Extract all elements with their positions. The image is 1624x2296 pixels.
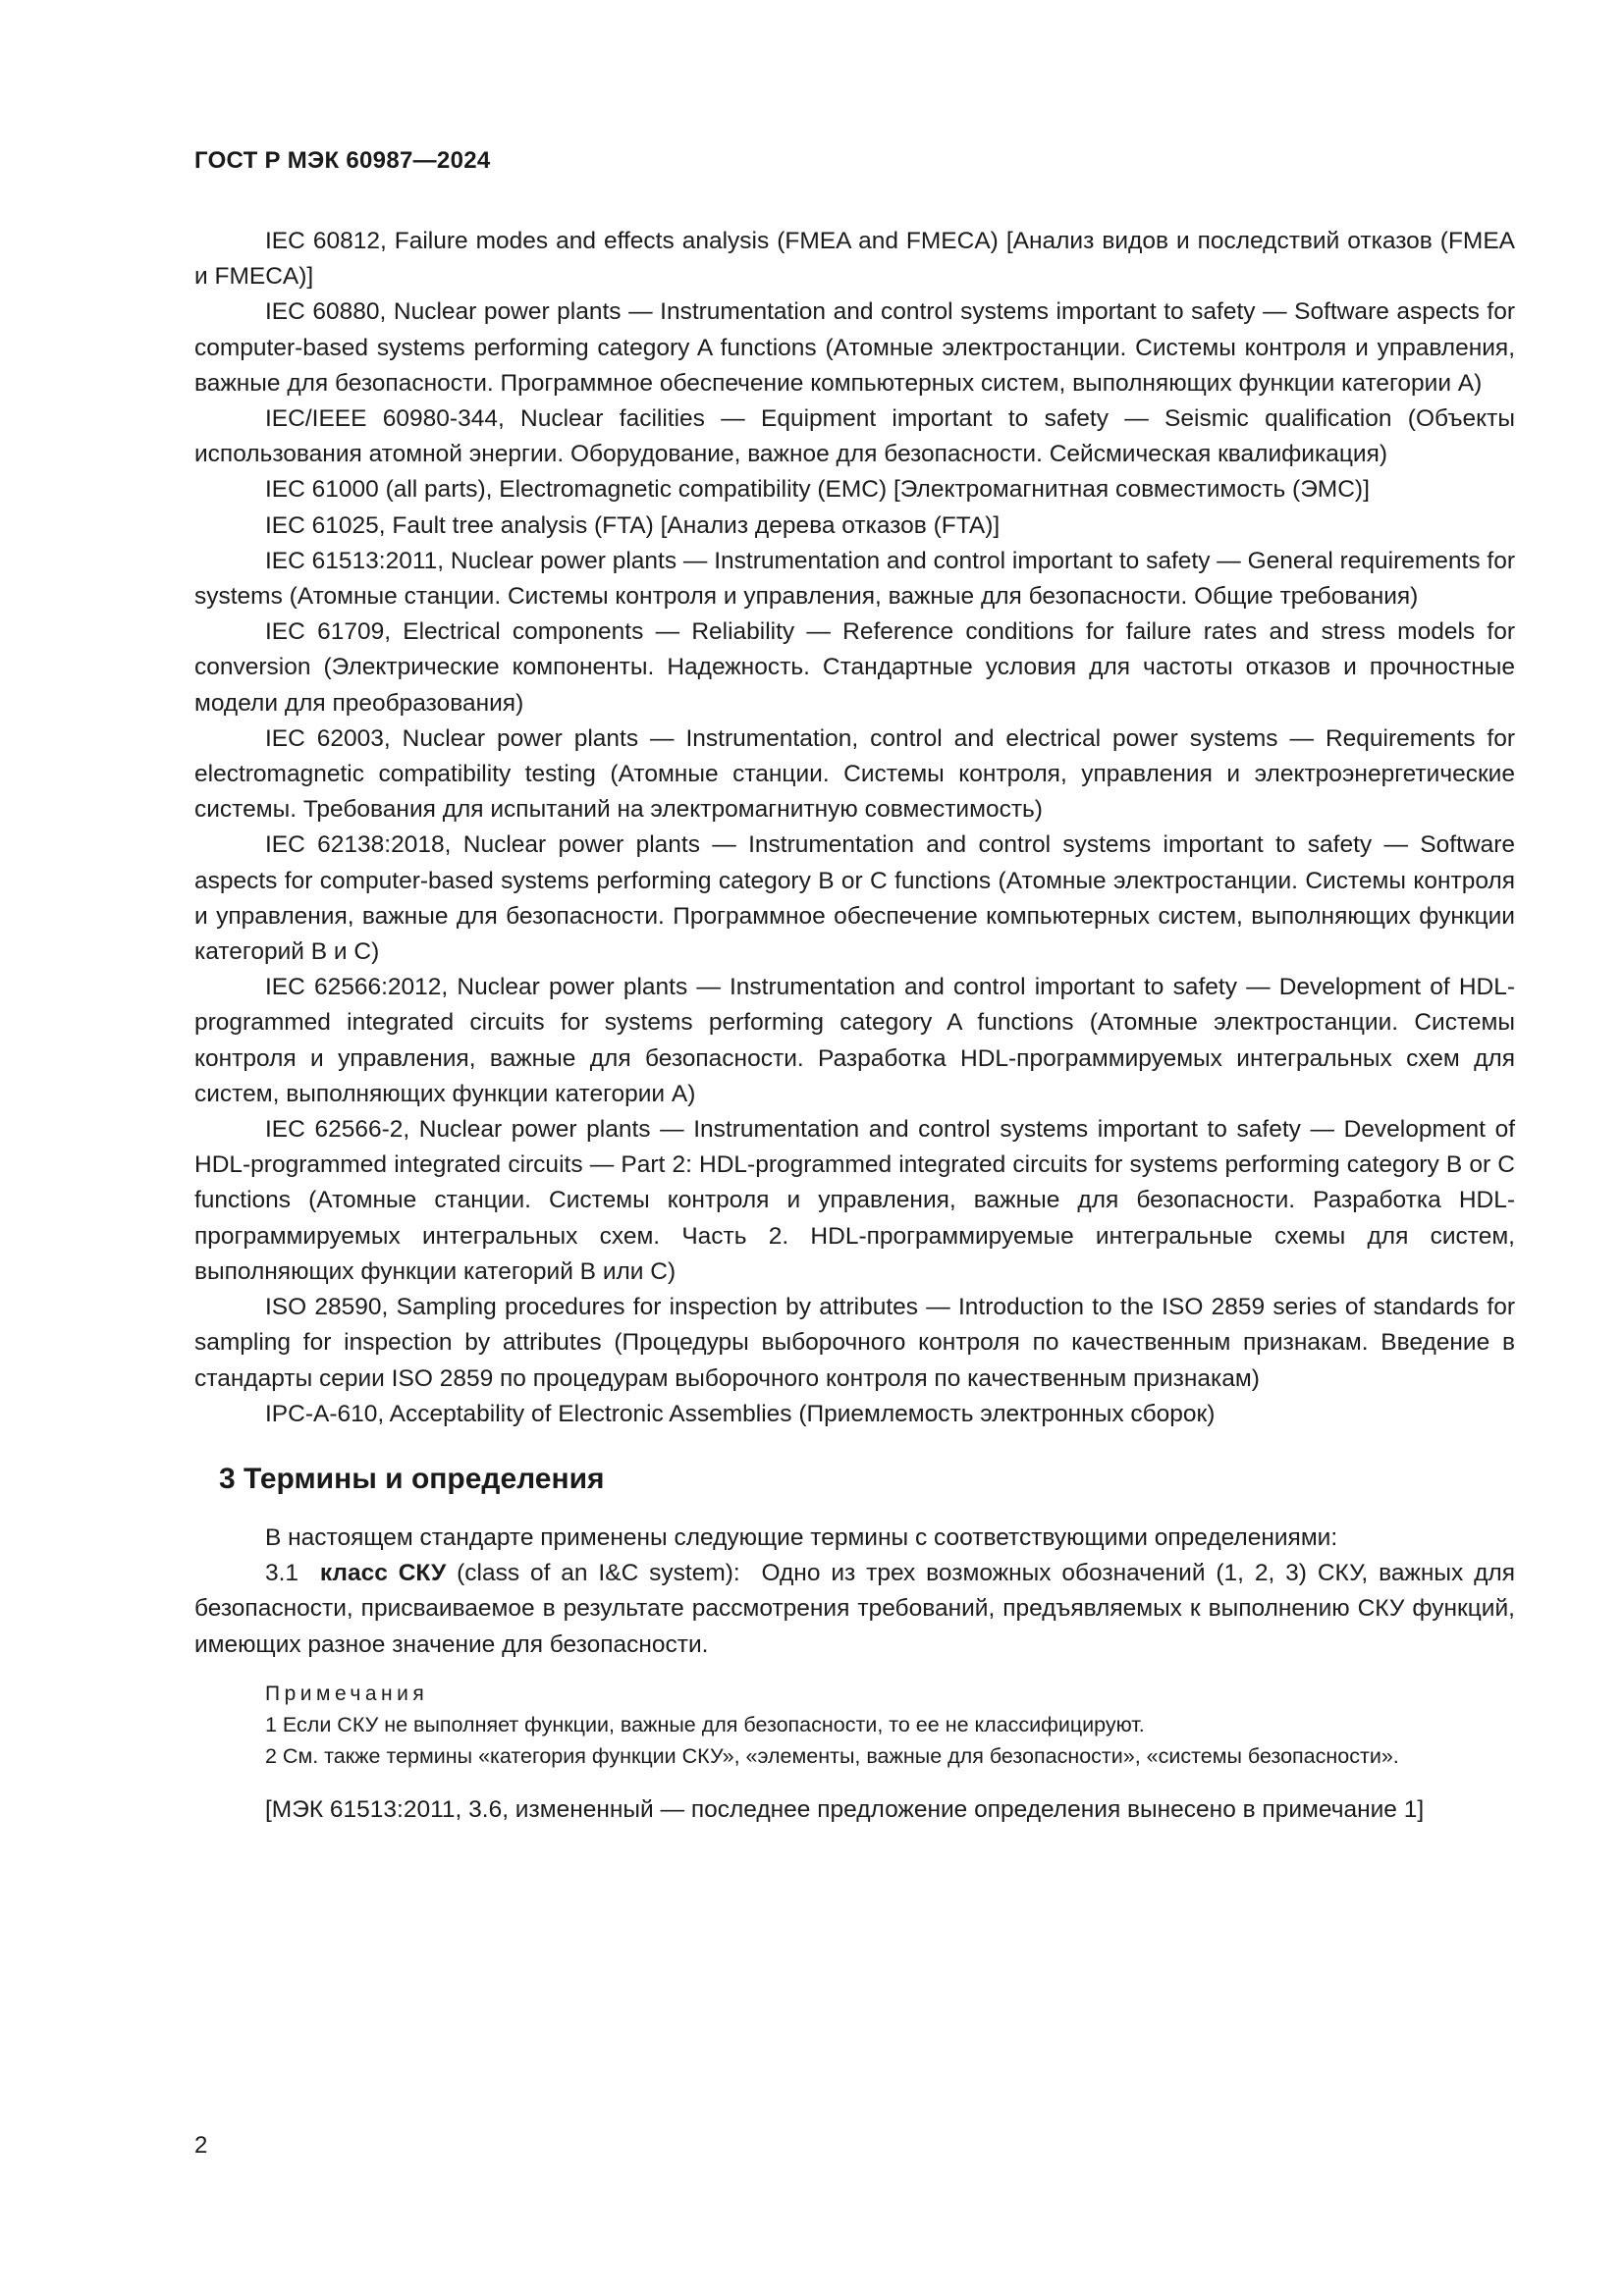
reference-item: IEC/IEEE 60980-344, Nuclear facilities — Equipment important to safety — Seismic qualification (Объекты использования атомной энергии. Оборудование, важное для безопасности. Сейсмическая квалификация) [194, 405, 1515, 468]
page-header: ГОСТ Р МЭК 60987—2024 [194, 147, 491, 174]
note-item: 2 См. также термины «категория функции СКУ», «элементы, важные для безопасности», «системы безопасности». [265, 1743, 1399, 1768]
term-number: 3.1 [265, 1560, 299, 1587]
reference-item: IEC 61513:2011, Nuclear power plants — Instrumentation and control important to safety — General requirements for systems (Атомные станции. Системы контроля и управления, важные для безопасности. Общие требования) [194, 547, 1515, 611]
reference-item: IPC-A-610, Acceptability of Electronic Assemblies (Приемлемость электронных сборок) [265, 1400, 1216, 1427]
reference-item: IEC 62566-2, Nuclear power plants — Instrumentation and control systems important to safety — Development of HDL-programmed integrated circuits — Part 2: HDL-programmed integrated circuits for systems performing category B or C functions (Атомные станции. Системы контроля и управления, важные для безопасности. Разработка HDL-программируемых интегральных схем. Часть 2. HDL-программируемые интегральные схемы для систем, выполняющих функции категорий B или C) [194, 1116, 1515, 1285]
page-number: 2 [194, 2132, 208, 2159]
term-definition-text: Одно из трех возможных обозначений (1, 2, 3) СКУ, важных для безопасности, присваиваемое в результате рассмотрения требований, предъявляемых к выполнению СКУ функций, имеющих разное значение для безопасности. [194, 1560, 1515, 1658]
section-intro: В настоящем стандарте применены следующие термины с соответствующими определениями: [265, 1523, 1338, 1551]
reference-item: IEC 60812, Failure modes and effects analysis (FMEA and FMECA) [Анализ видов и последствий отказов (FMEA и FMECA)] [194, 228, 1515, 291]
note-item: 1 Если СКУ не выполняет функции, важные для безопасности, то ее не классифицируют. [265, 1712, 1145, 1736]
page-body [194, 224, 1515, 1828]
reference-item: IEC 62566:2012, Nuclear power plants — Instrumentation and control important to safety — Development of HDL-programmed integrated circuits for systems performing category A functions (Атомные электростанции. Системы контроля и управления, важные для безопасности. Разработка HDL-программируемых интегральных схем для систем, выполняющих функции категории A) [194, 974, 1515, 1107]
reference-item: IEC 62138:2018, Nuclear power plants — Instrumentation and control systems important to safety — Software aspects for computer-based systems performing category B or C functions (Атомные электростанции. Системы контроля и управления, важные для безопасности. Программное обеспечение компьютерных систем, выполняющих функции категорий B и C) [194, 831, 1515, 966]
reference-item: IEC 61000 (all parts), Electromagnetic compatibility (EMC) [Электромагнитная совместимость (ЭМС)] [265, 476, 1370, 504]
reference-item: ISO 28590, Sampling procedures for inspection by attributes — Introduction to the ISO 2859 series of standards for sampling for inspection by attributes (Процедуры выборочного контроля по качественным признакам. Введение в стандарты серии ISO 2859 по процедурам выборочного контроля по качественным признакам) [194, 1294, 1515, 1392]
reference-item: IEC 61709, Electrical components — Reliability — Reference conditions for failure rates and stress models for conversion (Электрические компоненты. Надежность. Стандартные условия для частоты отказов и прочностные модели для преобразования) [194, 618, 1515, 717]
definition-source: [МЭК 61513:2011, 3.6, измененный — последнее предложение определения вынесено в примечание 1] [265, 1795, 1425, 1823]
term-name: класс СКУ [319, 1560, 447, 1587]
reference-list [194, 224, 1515, 1432]
term-english: (class of an I&C system): [457, 1560, 740, 1587]
reference-item: IEC 62003, Nuclear power plants — Instrumentation, control and electrical power systems — Requirements for electromagnetic compatibility testing (Атомные станции. Системы контроля, управления и электроэнергетические системы. Требования для испытаний на электромагнитную совместимость) [194, 724, 1515, 824]
term-definition [194, 1556, 1515, 1663]
reference-item: IEC 61025, Fault tree analysis (FTA) [Анализ дерева отказов (FTA)] [265, 511, 1001, 539]
section-title: 3 Термины и определения [219, 1462, 605, 1495]
reference-item: IEC 60880, Nuclear power plants — Instrumentation and control systems important to safety — Software aspects for computer-based systems performing category A functions (Атомные электростанции. Системы контроля и управления, важные для безопасности. Программное обеспечение компьютерных систем, выполняющих функции категории A) [194, 298, 1515, 397]
notes-heading: Примечания [265, 1682, 429, 1705]
